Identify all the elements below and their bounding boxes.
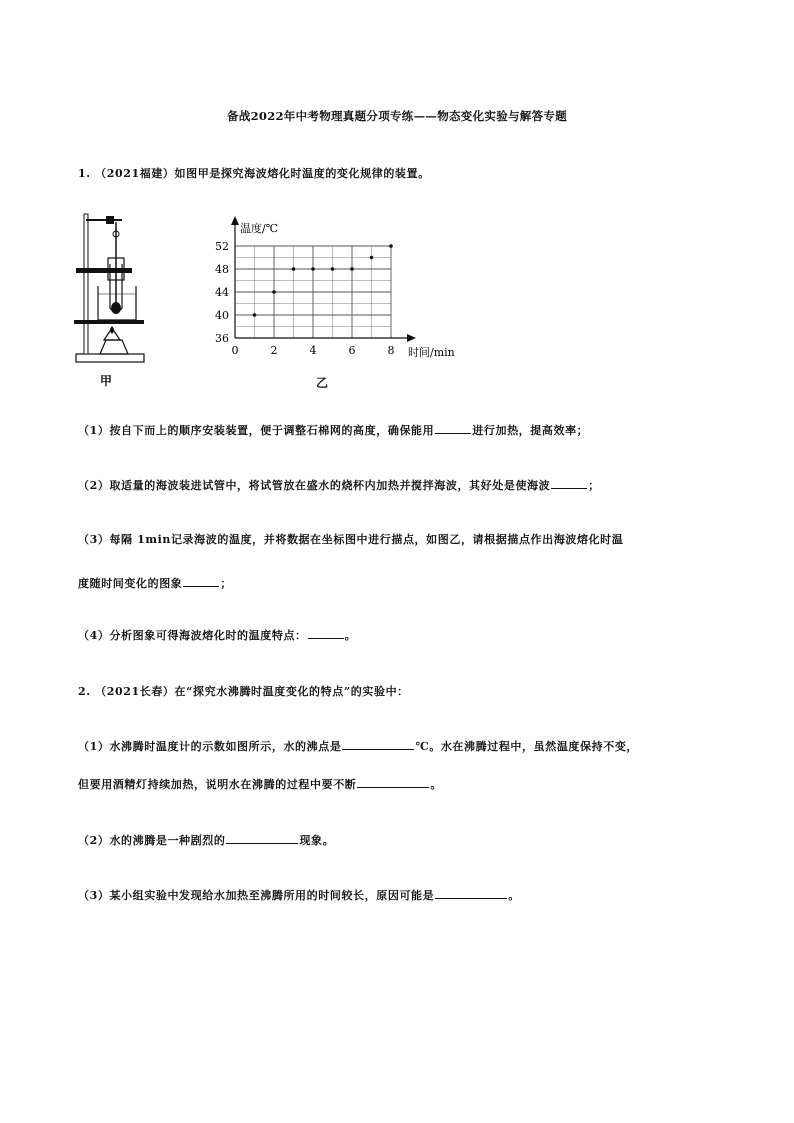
q1-part1-text-a: （1）按自下而上的顺序安装装置，便于调整石棉网的高度，确保能用 bbox=[78, 424, 435, 437]
q2-part3-text-b: 。 bbox=[508, 889, 520, 902]
data-point bbox=[311, 267, 315, 271]
q1-part1 bbox=[78, 422, 588, 438]
chart-xlabel: 时间/min bbox=[408, 346, 455, 359]
q2-part1-blank-2[interactable] bbox=[357, 776, 429, 788]
q1-part3-blank[interactable] bbox=[183, 575, 219, 587]
data-point bbox=[253, 313, 257, 317]
apparatus-figure bbox=[72, 208, 147, 368]
chart-ylabel: 温度/℃ bbox=[240, 222, 279, 235]
q2-part2-text-a: （2）水的沸腾是一种剧烈的 bbox=[78, 834, 226, 847]
q1-part2-text-a: （2）取适量的海波装进试管中，将试管放在盛水的烧杯内加热并搅拌海波，其好处是使海波 bbox=[78, 479, 551, 492]
data-point bbox=[292, 267, 296, 271]
q2-part2-text-b: 现象。 bbox=[299, 834, 335, 847]
q2-part1-text-b: ℃。水在沸腾过程中，虽然温度保持不变， bbox=[415, 740, 639, 753]
q2-part1-text-a: （1）水沸腾时温度计的示数如图所示，水的沸点是 bbox=[78, 740, 342, 753]
q1-part1-blank[interactable] bbox=[435, 422, 471, 434]
q2-part2-blank[interactable] bbox=[226, 832, 298, 844]
y-tick-label: 44 bbox=[215, 286, 229, 299]
x-tick-label: 4 bbox=[309, 344, 317, 357]
q2-part1-text-d: 。 bbox=[430, 778, 443, 791]
q2-part1-line1 bbox=[78, 738, 638, 754]
data-point bbox=[389, 244, 393, 248]
q1-part4-text-b: 。 bbox=[344, 629, 357, 642]
q1-part2 bbox=[78, 477, 600, 493]
q1-part4-text-a: （4）分析图象可得海波熔化时的温度特点： bbox=[78, 629, 307, 642]
q1-part3-text-c: ； bbox=[220, 577, 233, 590]
data-point bbox=[331, 267, 335, 271]
q1-part2-blank[interactable] bbox=[551, 477, 587, 489]
q1-part2-text-b: ； bbox=[588, 479, 600, 492]
q2-part3 bbox=[78, 887, 520, 903]
x-tick-label: 0 bbox=[231, 344, 239, 357]
q2-part2 bbox=[78, 832, 334, 848]
q2-stem: 2. （2021长春）在“探究水沸腾时温度变化的特点”的实验中： bbox=[78, 685, 409, 698]
temperature-time-chart bbox=[200, 212, 470, 372]
q1-part3-line1: （3）每隔 1min记录海波的温度，并将数据在坐标图中进行描点，如图乙，请根据描点作出海波熔化时温 bbox=[78, 533, 624, 546]
data-point bbox=[272, 290, 276, 294]
page-title: 备战2022年中考物理真题分项专练——物态变化实验与解答专题 bbox=[226, 109, 567, 123]
q2-part1-text-c: 但要用酒精灯持续加热，说明水在沸腾的过程中要不断 bbox=[78, 778, 357, 791]
figure-b-label: 乙 bbox=[316, 376, 329, 390]
y-tick-label: 48 bbox=[215, 263, 229, 276]
q1-part1-text-b: 进行加热，提高效率； bbox=[472, 424, 589, 437]
q2-part1-blank-1[interactable] bbox=[342, 738, 414, 750]
figure-a-label: 甲 bbox=[100, 374, 113, 388]
data-point bbox=[370, 256, 374, 260]
data-point bbox=[350, 267, 354, 271]
x-tick-label: 2 bbox=[270, 344, 278, 357]
y-tick-label: 52 bbox=[215, 240, 229, 253]
q2-part1-line2 bbox=[78, 776, 442, 792]
q1-stem: 1. （2021福建）如图甲是探究海波熔化时温度的变化规律的装置。 bbox=[78, 167, 430, 180]
q2-part3-text-a: （3）某小组实验中发现给水加热至沸腾所用的时间较长，原因可能是 bbox=[78, 889, 435, 902]
q1-part4 bbox=[78, 627, 356, 643]
q1-part3-text-b: 度随时间变化的图象 bbox=[78, 577, 183, 590]
q1-part4-blank[interactable] bbox=[308, 627, 344, 639]
q2-part3-blank[interactable] bbox=[435, 887, 507, 899]
y-tick-label: 40 bbox=[215, 309, 229, 322]
x-tick-label: 8 bbox=[387, 344, 395, 357]
y-tick-label: 36 bbox=[215, 332, 229, 345]
x-tick-label: 6 bbox=[348, 344, 356, 357]
q1-part3-line2 bbox=[78, 575, 232, 591]
